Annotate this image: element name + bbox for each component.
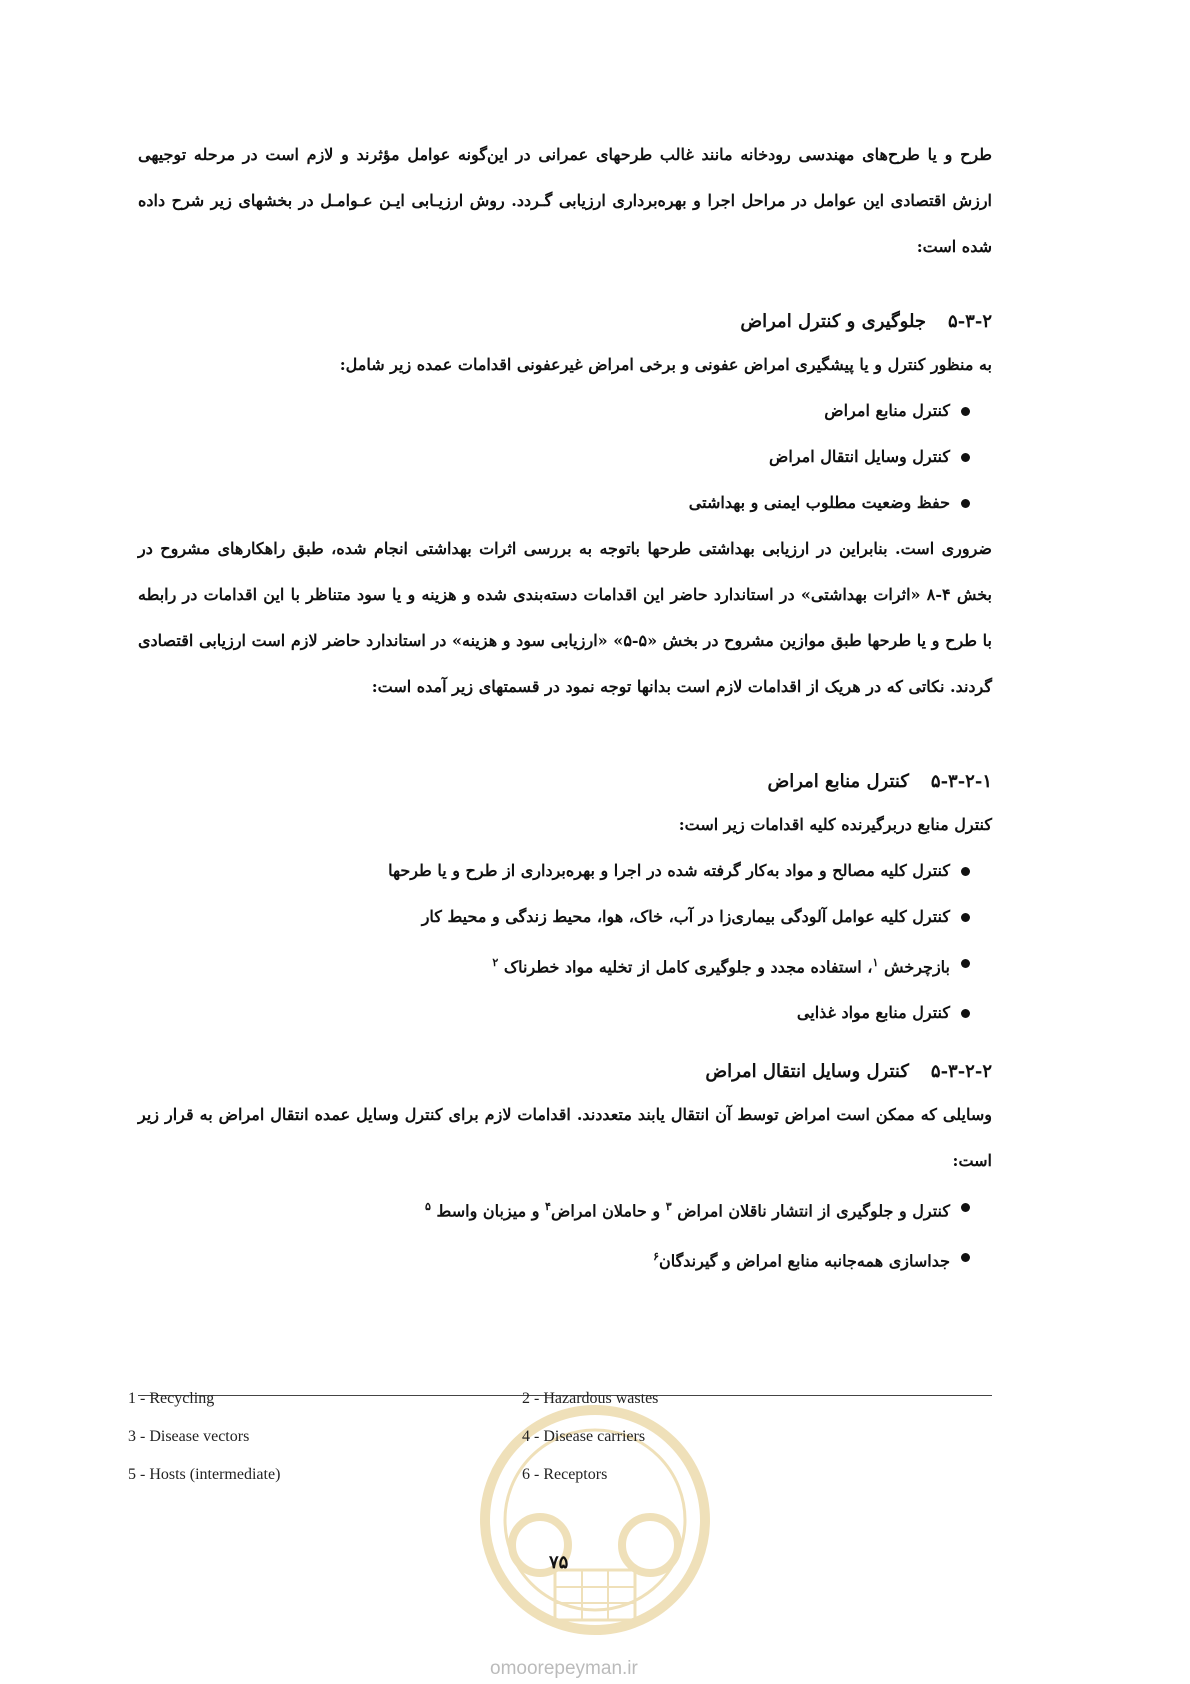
section-title: کنترل وسایل انتقال امراض [705,1061,909,1082]
list-item: کنترل و جلوگیری از انتشار ناقلان امراض $^۳$ و حاملان امراض$^۴$ و میزبان واسط $^۵$ [138,1184,970,1234]
list-item: بازچرخش $^۱$، استفاده مجدد و جلوگیری کامل از تخلیه مواد خطرناک $^۲$ [138,940,970,990]
section-number: ۵-۳-۲-۲ [930,1061,992,1082]
footnote-ref: ۴ [545,1200,551,1213]
footnote-4: 4 - Disease carriers [522,1428,646,1445]
list-item: کنترل وسایل انتقال امراض [138,434,970,480]
list-item: کنترل منابع مواد غذایی [138,990,970,1036]
footnote-ref: ۱ [872,956,879,969]
section-disease-control [138,302,992,710]
section-disease-sources [138,762,992,1036]
footnote-6: 6 - Receptors [522,1466,608,1483]
list-item: کنترل منابع امراض [138,388,970,434]
footnote-ref: ۲ [492,956,499,969]
bullet-list [138,1184,992,1285]
section-title: جلوگیری و کنترل امراض [740,311,927,332]
section-number: ۵-۳-۲-۱ [930,771,992,792]
footnote-2: 2 - Hazardous wastes [522,1390,659,1407]
intro-block [138,132,992,270]
footnote-ref: ۵ [425,1200,431,1213]
footnote-ref: ۳ [665,1200,672,1213]
bullet-list [138,848,992,1036]
list-item: جداسازی همه‌جانبه منابع امراض و گیرندگان$^۶$ [138,1234,970,1284]
section-number: ۵-۳-۲ [948,311,992,332]
section-title: کنترل منابع امراض [767,771,909,792]
page-number: ۷۵ [549,1552,569,1573]
section-heading [138,302,992,342]
list-item: کنترل کلیه عوامل آلودگی بیماری‌زا در آب، خاک، هوا، محیط زندگی و محیط کار [138,894,970,940]
list-item: حفظ وضعیت مطلوب ایمنی و بهداشتی [138,480,970,526]
intro-paragraph: طرح و یا طرح‌های مهندسی رودخانه مانند غالب طرحهای عمرانی در این‌گونه عوامل مؤثرند و لازم است در مرحله توجیهی ارزش اقتصادی این عوامل در مراحل اجرا و بهره‌برداری ارزیابی گـردد. روش ارزیـابی ایـن عـوامـل در بخشهای زیر شرح داده شده است: [138,145,992,256]
watermark-text: omoorepeyman.ir [490,1658,638,1679]
footnote-ref: ۶ [653,1250,660,1264]
footnote-5: 5 - Hosts (intermediate) [128,1466,281,1483]
list-item: کنترل کلیه مصالح و مواد به‌کار گرفته شده در اجرا و بهره‌برداری از طرح و یا طرحها [138,848,970,894]
body-paragraph: ضروری است. بنابراین در ارزیابی بهداشتی طرحها باتوجه به بررسی اثرات بهداشتی انجام شده، طبق راهکارهای مشروح در بخش ۴-۸ «اثرات بهداشتی» در استاندارد حاضر این اقدامات دسته‌بندی شده و هزینه و یا سود متناظر با این اقدامات در رابطه با طرح و یا طرحها طبق موازین مشروح در بخش «۵-۵» «ارزیابی سود و هزینه» در استاندارد حاضر لازم است ارزیابی اقتصادی گردند. نکاتی که در هریک از اقدامات لازم است بدانها توجه نمود در قسمتهای زیر آمده است: [138,539,993,696]
section-lead: کنترل منابع دربرگیرنده کلیه اقدامات زیر است: [678,815,992,834]
footnote-1: 1 - Recycling [128,1390,215,1407]
section-heading [138,762,992,802]
section-lead: وسایلی که ممکن است امراض توسط آن انتقال یابند متعددند. اقدامات لازم برای کنترل وسایل عمده انتقال امراض به قرار زیر است: [138,1105,992,1170]
section-disease-transmission [138,1052,992,1285]
section-heading [138,1052,992,1092]
bullet-list [138,388,992,526]
section-lead: به منظور کنترل و یا پیشگیری امراض عفونی و برخی امراض غیرعفونی اقدامات عمده زیر شامل: [339,355,992,374]
footnote-3: 3 - Disease vectors [128,1428,250,1445]
